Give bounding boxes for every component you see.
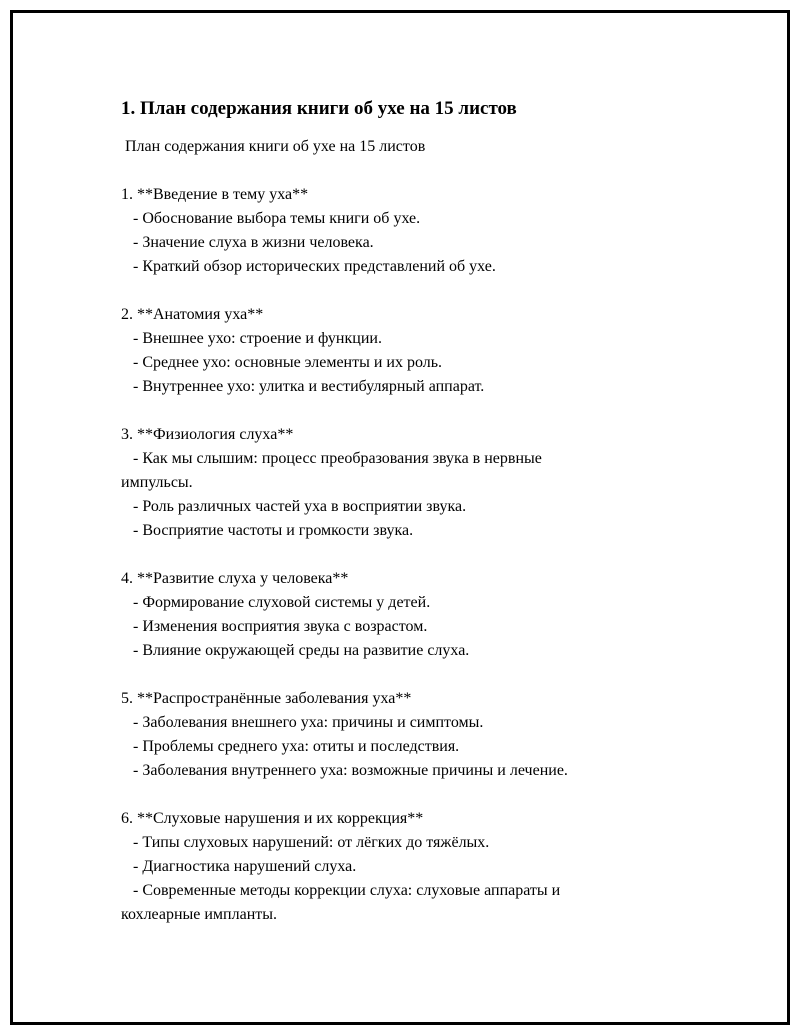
section-anatomy <box>121 303 721 399</box>
list-item: - Заболевания внешнего уха: причины и симптомы. <box>121 714 484 731</box>
document-content <box>121 97 721 951</box>
list-item: - Восприятие частоты и громкости звука. <box>121 522 414 539</box>
list-item: - Внешнее ухо: строение и функции. <box>121 330 382 347</box>
section-heading: 1. **Введение в тему уха** <box>121 186 309 203</box>
list-item: - Проблемы среднего уха: отиты и последствия. <box>121 738 460 755</box>
list-item: - Заболевания внутреннего уха: возможные причины и лечение. <box>121 762 568 779</box>
section-diseases <box>121 687 721 783</box>
list-item: - Как мы слышим: процесс преобразования звука в нервные импульсы. <box>121 450 542 491</box>
list-item: - Обоснование выбора темы книги об ухе. <box>121 210 421 227</box>
list-item: - Значение слуха в жизни человека. <box>121 234 374 251</box>
list-item: - Краткий обзор исторических представлений об ухе. <box>121 258 496 275</box>
list-item: - Типы слуховых нарушений: от лёгких до тяжёлых. <box>121 834 490 851</box>
section-physiology <box>121 423 721 543</box>
section-heading: 4. **Развитие слуха у человека** <box>121 570 349 587</box>
section-introduction <box>121 183 721 279</box>
section-development <box>121 567 721 663</box>
section-heading: 6. **Слуховые нарушения и их коррекция** <box>121 810 424 827</box>
list-item: - Формирование слуховой системы у детей. <box>121 594 431 611</box>
list-item: - Среднее ухо: основные элементы и их роль. <box>121 354 443 371</box>
list-item: - Внутреннее ухо: улитка и вестибулярный аппарат. <box>121 378 485 395</box>
document-title: 1. План содержания книги об ухе на 15 листов <box>121 98 517 119</box>
list-item: - Диагностика нарушений слуха. <box>121 858 357 875</box>
document-subtitle: План содержания книги об ухе на 15 листов <box>125 138 426 155</box>
section-heading: 3. **Физиология слуха** <box>121 426 294 443</box>
section-hearing-disorders <box>121 807 721 927</box>
section-heading: 5. **Распространённые заболевания уха** <box>121 690 412 707</box>
list-item: - Влияние окружающей среды на развитие слуха. <box>121 642 470 659</box>
list-item: - Современные методы коррекции слуха: слуховые аппараты и кохлеарные импланты. <box>121 882 561 923</box>
list-item: - Роль различных частей уха в восприятии звука. <box>121 498 467 515</box>
page-frame <box>10 10 790 1025</box>
section-heading: 2. **Анатомия уха** <box>121 306 264 323</box>
list-item: - Изменения восприятия звука с возрастом. <box>121 618 428 635</box>
